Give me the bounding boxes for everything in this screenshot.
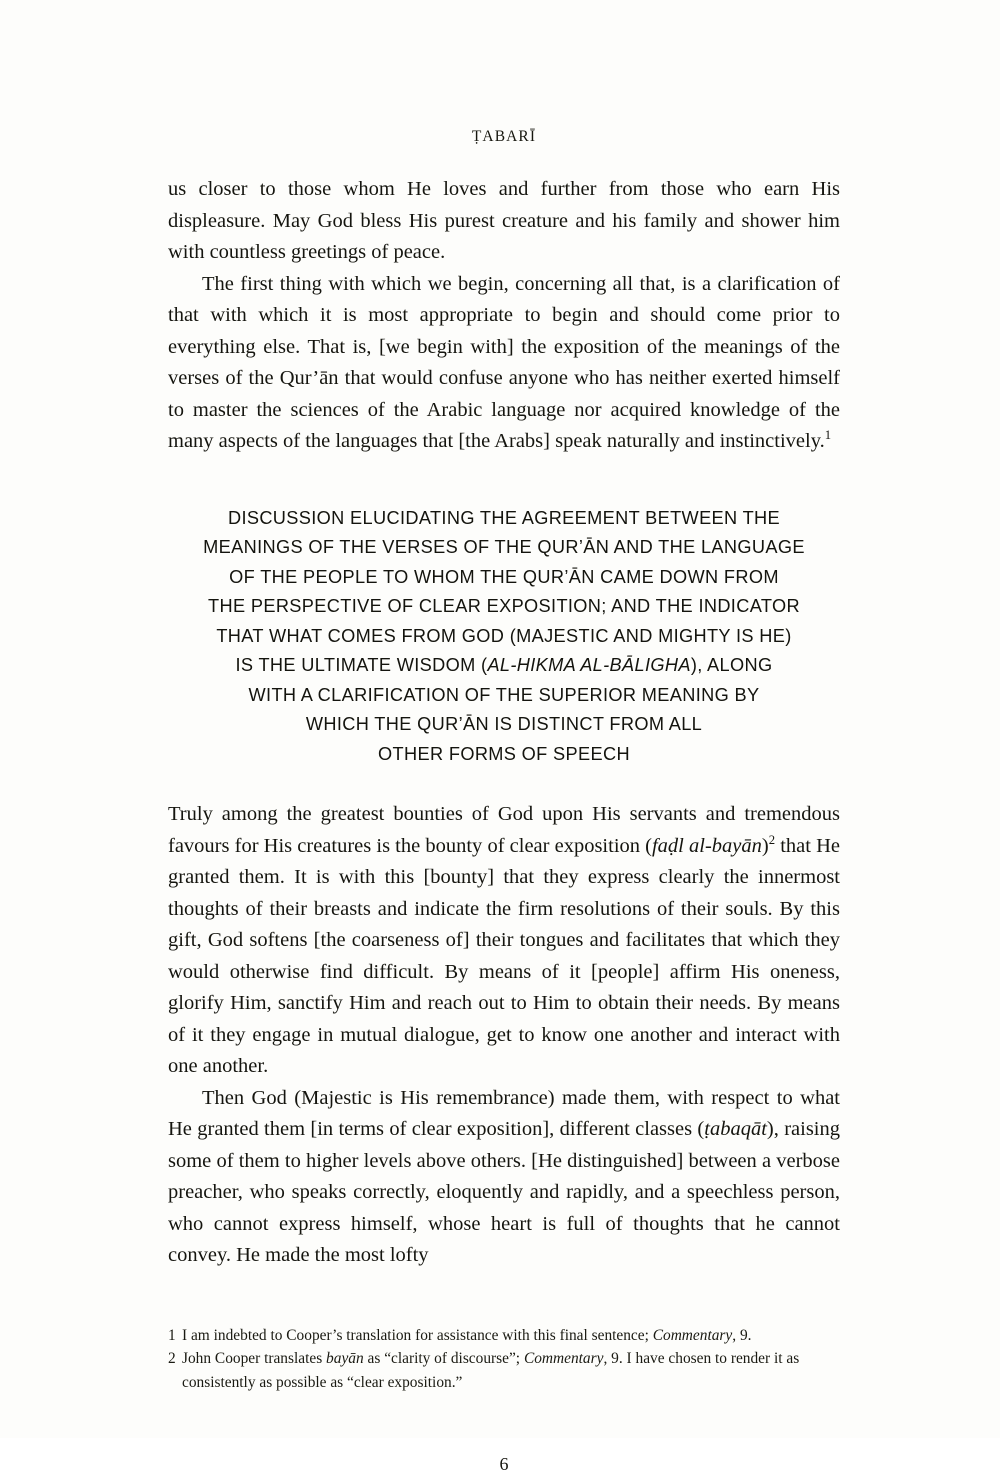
heading-line: OF THE PEOPLE TO WHOM THE QUR’ĀN CAME DOWN FROM (229, 566, 779, 587)
page-number: 6 (499, 1454, 509, 1474)
heading-italic-term: AL-HIKMA AL-BĀLIGHA (487, 655, 691, 675)
text-run: Then God (Majestic is His remembrance) made them, with respect to what He granted them [in terms of clear exposition], different classes ( (168, 1086, 840, 1140)
footnote-text-italic: Commentary (652, 1326, 733, 1344)
footnote-marker-1: 1 (824, 428, 832, 443)
footnote-number: 2 (168, 1350, 176, 1367)
paragraph: us closer to those whom He loves and further from those who earn His displeasure. May God bless His purest creature and his family and shower him with countless greetings of peace. (168, 178, 840, 263)
footnote-text-italic: bayān (326, 1350, 364, 1367)
footnote-item (168, 1324, 840, 1348)
heading-line: DISCUSSION ELUCIDATING THE AGREEMENT BETWEEN THE (227, 507, 781, 528)
heading-line: THAT WHAT COMES FROM GOD (MAJESTIC AND MIGHTY IS HE) (216, 625, 792, 646)
footnotes-block (168, 1324, 840, 1395)
footnote-item (168, 1347, 840, 1394)
body-text-block (168, 799, 840, 1272)
footnote-text-italic: Commentary (523, 1350, 604, 1367)
text-run-italic: ṭabaqāt (704, 1118, 767, 1140)
heading-line: WHICH THE QUR’ĀN IS DISTINCT FROM ALL (305, 714, 703, 734)
footnote-text: as “clarity of discourse”; (363, 1350, 524, 1367)
running-head: ṬABARĪ (471, 128, 537, 145)
text-run: ) (761, 834, 769, 857)
paragraph (168, 799, 840, 1083)
heading-line-suffix: ), ALONG (690, 655, 773, 675)
text-run: Truly among the greatest bounties of God upon His servants and tremendous favours for His creatures is the bounty of clear exposition ( (168, 803, 840, 857)
text-run: ), raising some of them to higher levels above others. [He distinguished] between a verbose preacher, who speaks correctly, eloquently and rapidly, and a speechless person, who cannot express himself, whose heart is full of thoughts that he cannot convey. He made the most lofty (168, 1118, 840, 1266)
footnote-text: John Cooper translates (182, 1350, 327, 1367)
footnote-number: 1 (168, 1326, 176, 1344)
heading-line: MEANINGS OF THE VERSES OF THE QUR’ĀN AND THE LANGUAGE (203, 537, 805, 557)
footnote-text: I am indebted to Cooper’s translation for assistance with this final sentence; (182, 1326, 653, 1344)
paragraph (168, 1083, 840, 1272)
footnote-text: , 9. I have chosen to render it as consistently as possible as “clear exposition.” (182, 1350, 800, 1391)
text-run-italic: faḍl al-bayān (651, 834, 762, 857)
paragraph (168, 269, 840, 458)
section-heading (168, 504, 840, 770)
heading-line-prefix: IS THE ULTIMATE WISDOM ( (235, 655, 488, 675)
text-run: that He granted them. It is with this [bounty] that they express clearly the innermost thoughts of their breasts and indicate the firm resolutions of their souls. By this gift, God softens [the coarseness of] their tongues and facilitates that which they would otherwise find difficult. By means of it [people] affirm His oneness, glorify Him, sanctify Him and reach out to Him to obtain their needs. By means of it they engage in mutual dialogue, get to know one another and interact with one another. (168, 834, 840, 1077)
footnote-marker-2: 2 (768, 832, 776, 847)
heading-line: OTHER FORMS OF SPEECH (378, 743, 630, 764)
top-text-block (168, 174, 840, 458)
footnote-text: , 9. (732, 1326, 752, 1344)
paragraph-text: The first thing with which we begin, concerning all that, is a clarification of that with which it is most appropriate to begin and should come prior to everything else. That is, [we begin with] the exposition of the meanings of the verses of the Qur’ān that would confuse anyone who has neither exerted himself to master the sciences of the Arabic language nor acquired knowledge of the many aspects of the languages that [the Arabs] speak naturally and instinctively. (168, 272, 840, 452)
heading-line: WITH A CLARIFICATION OF THE SUPERIOR MEANING BY (248, 684, 760, 705)
page-text-column (168, 0, 840, 1475)
heading-line-italic (168, 651, 840, 681)
heading-line: THE PERSPECTIVE OF CLEAR EXPOSITION; AND THE INDICATOR (208, 596, 800, 616)
